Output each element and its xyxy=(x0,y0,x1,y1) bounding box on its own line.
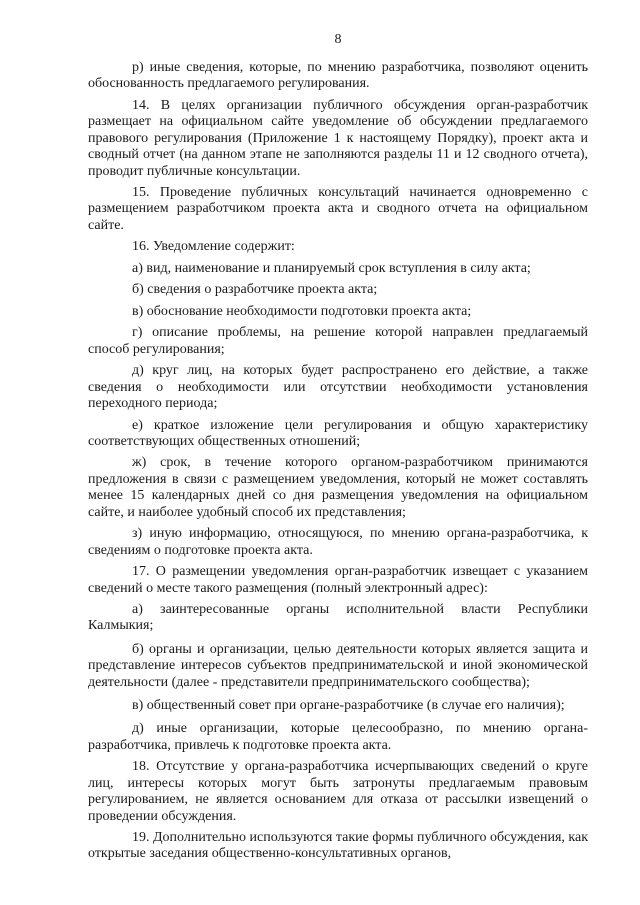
list-item-17v: в) общественный совет при органе-разработчике (в случае его наличия); xyxy=(132,698,565,714)
document-body xyxy=(88,60,588,863)
paragraph-18: 18. Отсутствие у органа-разработчика исчерпывающих сведений о круге лиц, интересы которых могут быть затронуты предлагаемым правовым регулированием, не является основанием для отказа от рассылки извещений о проведении обсуждения. xyxy=(88,759,588,824)
paragraph-14: 14. В целях организации публичного обсуждения орган-разработчик размещает на официальном сайте уведомление об обсуждении предлагаемого правового регулирования (Приложение 1 к настоящему Порядку), проект акта и сводный отчет (на данном этапе не заполняются разделы 11 и 12 сводного отчета), проводит публичные консультации. xyxy=(88,97,588,179)
list-item-v: в) обоснование необходимости подготовки проекта акта; xyxy=(132,303,472,319)
list-item-g: г) описание проблемы, на решение которой направлен предлагаемый способ регулирования; xyxy=(88,325,588,357)
paragraph-16: 16. Уведомление содержит: xyxy=(132,239,295,255)
list-item-e: е) краткое изложение цели регулирования и общую характеристику соответствующих общественных отношений; xyxy=(88,417,588,449)
list-item-a: а) вид, наименование и планируемый срок вступления в силу акта; xyxy=(132,260,531,276)
list-item-17d: д) иные организации, которые целесообразно, по мнению органа-разработчика, привлечь к подготовке проекта акта. xyxy=(88,721,588,753)
paragraph-19: 19. Дополнительно используются такие формы публичного обсуждения, как открытые заседания общественно-консультативных органов, xyxy=(88,830,588,862)
paragraph-15: 15. Проведение публичных консультаций начинается одновременно с размещением разработчиком проекта акта и сводного отчета на официальном сайте. xyxy=(88,185,588,233)
list-item-17a: а) заинтересованные органы исполнительной власти Республики Калмыкия; xyxy=(88,602,588,634)
paragraph-17: 17. О размещении уведомления орган-разработчик извещает с указанием сведений о месте такого размещения (полный электронный адрес): xyxy=(88,564,588,596)
list-item-17b: б) органы и организации, целью деятельности которых является защита и представление интересов субъектов предпринимательской и иной экономической деятельности (далее - представители предпринимательского сообщества); xyxy=(88,641,588,690)
list-item-z: з) иную информацию, относящуюся, по мнению органа-разработчика, к сведениям о подготовке проекта акта. xyxy=(88,526,588,558)
page-number: 8 xyxy=(334,32,342,47)
list-item-d: д) круг лиц, на которых будет распространено его действие, а также сведения о необходимости или отсутствии необходимости установления переходного периода; xyxy=(88,363,588,412)
list-item-zh: ж) срок, в течение которого органом-разработчиком принимаются предложения в связи с размещением уведомления, который не может составлять менее 15 календарных дней со дня размещения уведомления на официальном сайте, и наиболее удобный способ их представления; xyxy=(88,455,588,520)
paragraph-item-r: р) иные сведения, которые, по мнению разработчика, позволяют оценить обоснованность предлагаемого регулирования. xyxy=(88,60,588,92)
list-item-b: б) сведения о разработчике проекта акта; xyxy=(132,282,378,298)
